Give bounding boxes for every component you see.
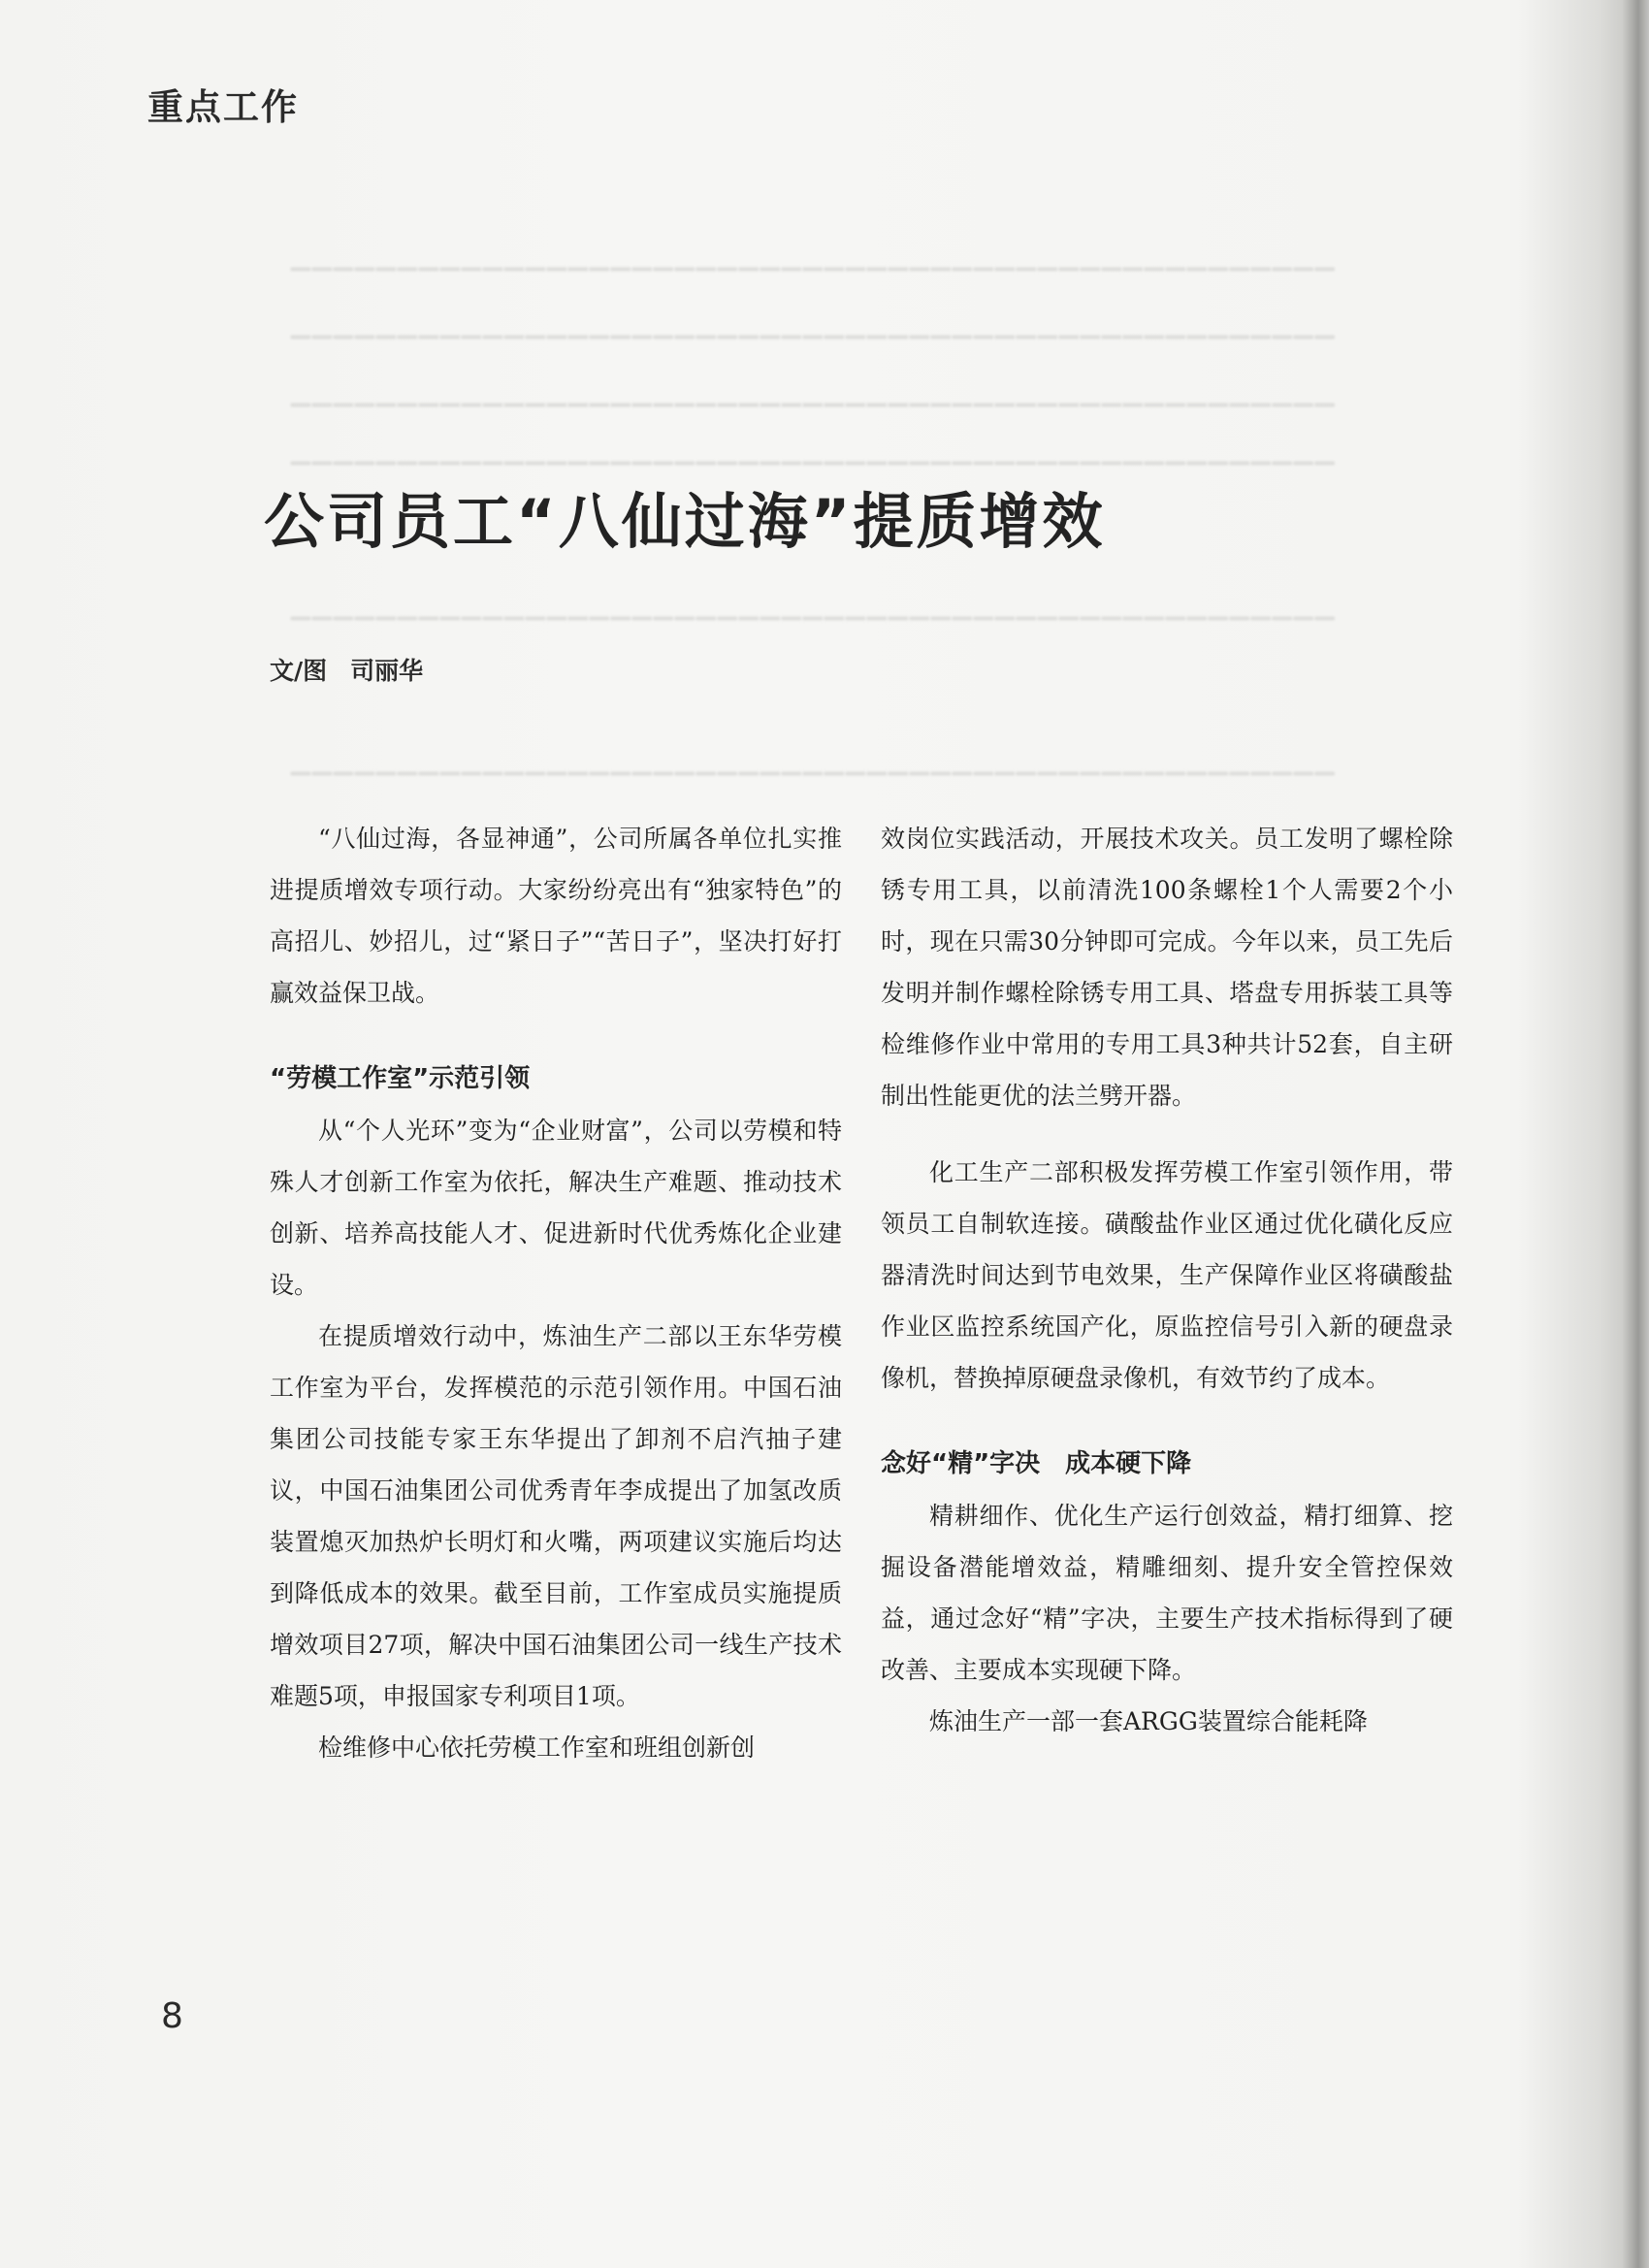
show-through-text: ▁▁▁▁▁▁▁▁▁▁▁▁▁▁▁▁▁▁▁▁▁▁▁▁▁▁▁▁▁▁▁▁▁▁▁▁▁▁▁▁▁▁▁▁▁▁▁▁▁ bbox=[291, 378, 1337, 407]
show-through-text: ▁▁▁▁▁▁▁▁▁▁▁▁▁▁▁▁▁▁▁▁▁▁▁▁▁▁▁▁▁▁▁▁▁▁▁▁▁▁▁▁▁▁▁▁▁▁▁▁▁ bbox=[291, 592, 1337, 621]
byline-label: 文/图 bbox=[270, 657, 328, 685]
page-number: 8 bbox=[161, 1996, 183, 2036]
paragraph: 精耕细作、优化生产运行创效益，精打细算、挖掘设备潜能增效益，精雕细刻、提升安全管控保效益，通过念好“精”字决，主要生产技术指标得到了硬改善、主要成本实现硬下降。 bbox=[881, 1502, 1453, 1684]
paragraph: 检维修中心依托劳模工作室和班组创新创 bbox=[318, 1733, 756, 1762]
section-heading: 念好“精”字决 成本硬下降 bbox=[881, 1449, 1192, 1478]
binding-shadow bbox=[1622, 0, 1649, 2268]
right-column bbox=[881, 813, 1453, 1747]
paragraph: 炼油生产一部一套ARGG装置综合能耗降 bbox=[929, 1707, 1368, 1735]
paragraph: 化工生产二部积极发挥劳模工作室引领作用，带领员工自制软连接。磺酸盐作业区通过优化磺化反应器清洗时间达到节电效果，生产保障作业区将磺酸盐作业区监控系统国产化，原监控信号引入新的硬盘录像机，替换掉原硬盘录像机，有效节约了成本。 bbox=[881, 1158, 1453, 1392]
paragraph: 从“个人光环”变为“企业财富”，公司以劳模和特殊人才创新工作室为依托，解决生产难题、推动技术创新、培养高技能人才、促进新时代优秀炼化企业建设。 bbox=[270, 1117, 842, 1299]
section-heading: “劳模工作室”示范引领 bbox=[270, 1064, 531, 1093]
byline-author: 司丽华 bbox=[350, 657, 424, 685]
show-through-text: ▁▁▁▁▁▁▁▁▁▁▁▁▁▁▁▁▁▁▁▁▁▁▁▁▁▁▁▁▁▁▁▁▁▁▁▁▁▁▁▁▁▁▁▁▁▁▁▁▁ bbox=[291, 310, 1337, 340]
article-title: 公司员工“八仙过海”提质增效 bbox=[264, 486, 1106, 557]
paragraph: “八仙过海，各显神通”，公司所属各单位扎实推进提质增效专项行动。大家纷纷亮出有“独家特色”的高招儿、妙招儿，过“紧日子”“苦日子”，坚决打好打赢效益保卫战。 bbox=[270, 825, 842, 1007]
show-through-text: ▁▁▁▁▁▁▁▁▁▁▁▁▁▁▁▁▁▁▁▁▁▁▁▁▁▁▁▁▁▁▁▁▁▁▁▁▁▁▁▁▁▁▁▁▁▁▁▁▁ bbox=[291, 243, 1337, 272]
show-through-text: ▁▁▁▁▁▁▁▁▁▁▁▁▁▁▁▁▁▁▁▁▁▁▁▁▁▁▁▁▁▁▁▁▁▁▁▁▁▁▁▁▁▁▁▁▁▁▁▁▁ bbox=[291, 747, 1337, 776]
section-label: 重点工作 bbox=[147, 86, 299, 128]
left-column bbox=[270, 813, 842, 1773]
byline bbox=[270, 652, 423, 687]
paragraph: 效岗位实践活动，开展技术攻关。员工发明了螺栓除锈专用工具，以前清洗100条螺栓1个人需要2个小时，现在只需30分钟即可完成。今年以来，员工先后发明并制作螺栓除锈专用工具、塔盘专用拆装工具等检维修作业中常用的专用工具3种共计52套，自主研制出性能更优的法兰劈开器。 bbox=[881, 825, 1453, 1110]
paragraph: 在提质增效行动中，炼油生产二部以王东华劳模工作室为平台，发挥模范的示范引领作用。中国石油集团公司技能专家王东华提出了卸剂不启汽抽子建议，中国石油集团公司优秀青年李成提出了加氢改质装置熄灭加热炉长明灯和火嘴，两项建议实施后均达到降低成本的效果。截至目前，工作室成员实施提质增效项目27项，解决中国石油集团公司一线生产技术难题5项，申报国家专利项目1项。 bbox=[270, 1322, 842, 1710]
show-through-text: ▁▁▁▁▁▁▁▁▁▁▁▁▁▁▁▁▁▁▁▁▁▁▁▁▁▁▁▁▁▁▁▁▁▁▁▁▁▁▁▁▁▁▁▁▁▁▁▁▁ bbox=[291, 437, 1337, 466]
